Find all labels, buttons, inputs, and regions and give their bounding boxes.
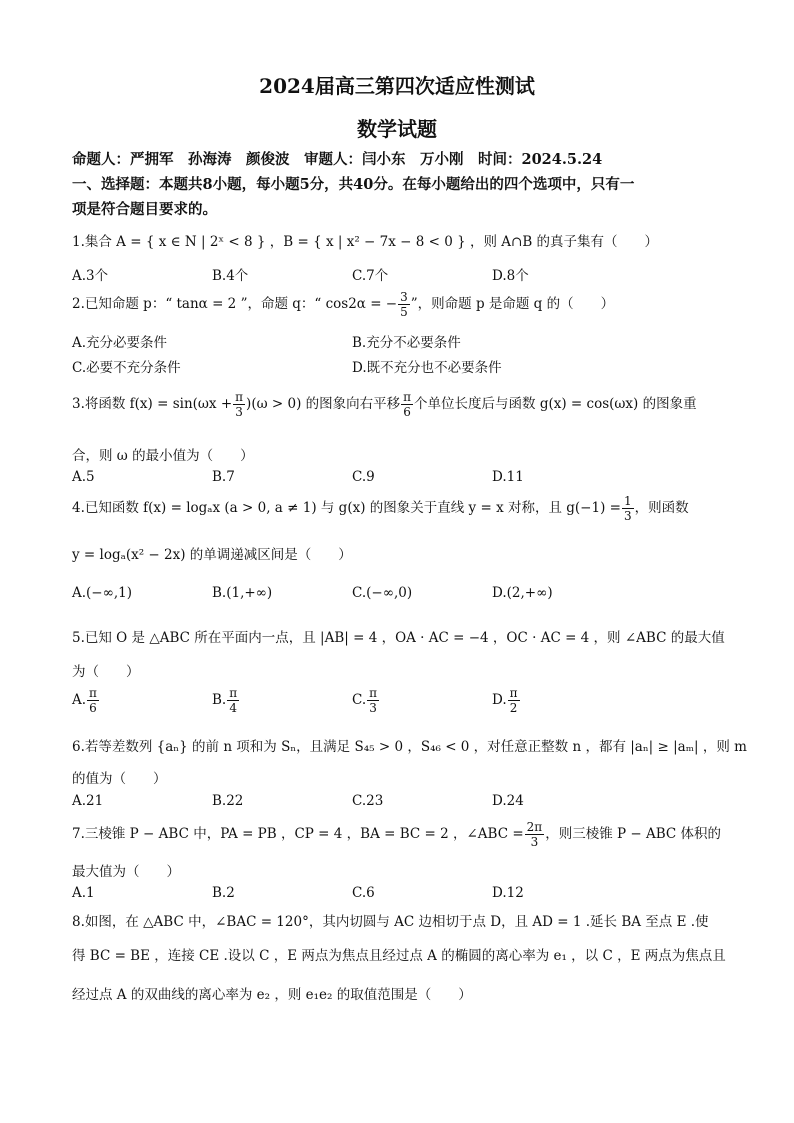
q6-option-d: D.24: [492, 793, 524, 809]
q5-option-c: [352, 686, 380, 715]
q4-fraction-den: 3: [623, 509, 632, 523]
q3-stem-line2: 合，则 ω 的最小值为（ ）: [72, 448, 254, 464]
q4-stem-line2: y = logₐ(x² − 2x) 的单调递减区间是（ ）: [72, 547, 352, 563]
q5-option-b-label: B.: [212, 692, 227, 708]
q7-option-a: A.1: [72, 885, 95, 901]
q5-option-b: [212, 686, 240, 715]
q5-option-d-fraction: [508, 686, 520, 715]
q5-option-c-num: π: [369, 686, 378, 700]
q3-fraction1: [233, 390, 245, 419]
q7-stem-line1: [72, 820, 721, 849]
q5-stem-line2: 为（ ）: [72, 664, 140, 680]
q5-option-a-fraction: [87, 686, 99, 715]
q2-stem: [72, 290, 614, 319]
q5-option-c-den: 3: [369, 701, 377, 715]
q3-option-c: C.9: [352, 469, 375, 485]
q2-option-d: D.既不充分也不必要条件: [352, 360, 502, 376]
section-heading-line2: 项是符合题目要求的。: [72, 201, 217, 218]
q1-option-d: D.8个: [492, 268, 529, 284]
q5-option-a-num: π: [89, 686, 97, 700]
q2-fraction-den: 5: [400, 305, 408, 319]
q3-stem-line1: [72, 390, 697, 419]
q7-option-d: D.12: [492, 885, 524, 901]
q5-option-b-den: 4: [229, 701, 237, 715]
q7-stem-line2: 最大值为（ ）: [72, 864, 180, 880]
q3-fraction2-den: 6: [403, 405, 411, 419]
q4-option-d: D.(2,+∞): [492, 585, 553, 601]
q6-stem-line2: 的值为（ ）: [72, 771, 167, 787]
q2-option-c: C.必要不充分条件: [72, 360, 181, 376]
q7-fraction-num: 2π: [526, 820, 543, 834]
q7-fraction: [525, 820, 545, 849]
q5-option-d-label: D.: [492, 692, 507, 708]
q5-option-d-num: π: [509, 686, 518, 700]
q4-fraction: [622, 494, 634, 523]
q3-option-a: A.5: [72, 469, 95, 485]
q2-fraction-num: 3: [400, 290, 408, 304]
q1-option-b: B.4个: [212, 268, 249, 284]
q5-option-d: [492, 686, 521, 715]
q5-option-c-label: C.: [352, 692, 367, 708]
q3-fraction2: [401, 390, 413, 419]
q8-stem-line2: 得 BC = BE ，连接 CE .设以 C ，E 两点为焦点且经过点 A 的椭圆的离心率为 e₁ ，以 C ，E 两点为焦点且: [72, 948, 726, 964]
q4-fraction-num: 1: [623, 494, 632, 508]
q3-option-b: B.7: [212, 469, 235, 485]
q8-stem-line3: 经过点 A 的双曲线的离心率为 e₂ ，则 e₁e₂ 的取值范围是（ ）: [72, 987, 472, 1003]
q3-mid: )(ω > 0) 的图象向右平移: [246, 396, 401, 412]
q5-option-d-den: 2: [509, 701, 518, 715]
q5-option-b-num: π: [229, 686, 238, 700]
q5-option-b-fraction: [227, 686, 239, 715]
q1-option-a: A.3个: [72, 268, 109, 284]
q5-option-a-label: A.: [72, 692, 87, 708]
exam-title: 2024届高三第四次适应性测试: [259, 74, 535, 98]
section-heading-line1: 一、选择题：本题共8小题，每小题5分，共40分。在每小题给出的四个选项中，只有一: [72, 176, 635, 193]
q7-option-c: C.6: [352, 885, 375, 901]
q5-option-c-fraction: [367, 686, 379, 715]
q4-pre: 4.已知函数 f(x) = logₐx (a > 0, a ≠ 1) 与 g(x) 的图象关于直线 y = x 对称，且 g(−1) =: [72, 500, 621, 516]
q4-option-c: C.(−∞,0): [352, 585, 413, 601]
q4-option-a: A.(−∞,1): [72, 585, 133, 601]
q2-option-b: B.充分不必要条件: [352, 335, 461, 351]
q5-stem-line1: 5.已知 O 是 △ABC 所在平面内一点，且 |AB| = 4 ，OA · AC = −4 ，OC · AC = 4 ，则 ∠ABC 的最大值: [72, 630, 725, 646]
q2-option-a: A.充分必要条件: [72, 335, 168, 351]
q6-option-a: A.21: [72, 793, 104, 809]
q1-stem: 1.集合 A = { x ∈ N | 2ˣ < 8 } ，B = { x | x² − 7x − 8 < 0 } ，则 A∩B 的真子集有（ ）: [72, 234, 659, 250]
q3-fraction1-num: π: [235, 390, 244, 404]
q3-fraction1-den: 3: [235, 405, 243, 419]
q4-post: ，则函数: [634, 500, 689, 516]
q8-stem-line1: 8.如图，在 △ABC 中，∠BAC = 120°，其内切圆与 AC 边相切于点 D，且 AD = 1 .延长 BA 至点 E .使: [72, 914, 709, 930]
q7-option-b: B.2: [212, 885, 235, 901]
q5-option-a-den: 6: [89, 701, 97, 715]
q3-post: 个单位长度后与函数 g(x) = cos(ωx) 的图象重: [414, 396, 697, 412]
q5-option-a: [72, 686, 100, 715]
q2-fraction: [398, 290, 410, 319]
q1-option-c: C.7个: [352, 268, 389, 284]
q7-pre: 7.三棱锥 P − ABC 中，PA = PB ，CP = 4 ，BA = BC = 2 ，∠ABC =: [72, 826, 524, 842]
q6-option-c: C.23: [352, 793, 384, 809]
exam-subtitle: 数学试题: [357, 117, 437, 141]
q4-stem-line1: [72, 494, 689, 523]
q6-option-b: B.22: [212, 793, 244, 809]
q4-option-b: B.(1,+∞): [212, 585, 273, 601]
q7-post: ，则三棱锥 P − ABC 体积的: [545, 826, 722, 842]
q3-option-d: D.11: [492, 469, 524, 485]
q6-stem-line1: 6.若等差数列 {aₙ} 的前 n 项和为 Sₙ，且满足 S₄₅ > 0 ，S₄₆ < 0 ，对任意正整数 n ，都有 |aₙ| ≥ |aₘ| ，则 m: [72, 739, 747, 755]
q3-fraction2-num: π: [403, 390, 412, 404]
authors-line: 命题人：严拥军 孙海涛 颜俊波 审题人：闫小东 万小刚 时间：2024.5.24: [72, 151, 603, 168]
q2-stem-post: ”，则命题 p 是命题 q 的（ ）: [410, 296, 615, 312]
q2-stem-pre: 2.已知命题 p：“ tanα = 2 ”，命题 q：“ cos2α = −: [72, 296, 398, 312]
q3-pre: 3.将函数 f(x) = sin(ωx +: [72, 396, 233, 412]
q7-fraction-den: 3: [530, 835, 539, 849]
